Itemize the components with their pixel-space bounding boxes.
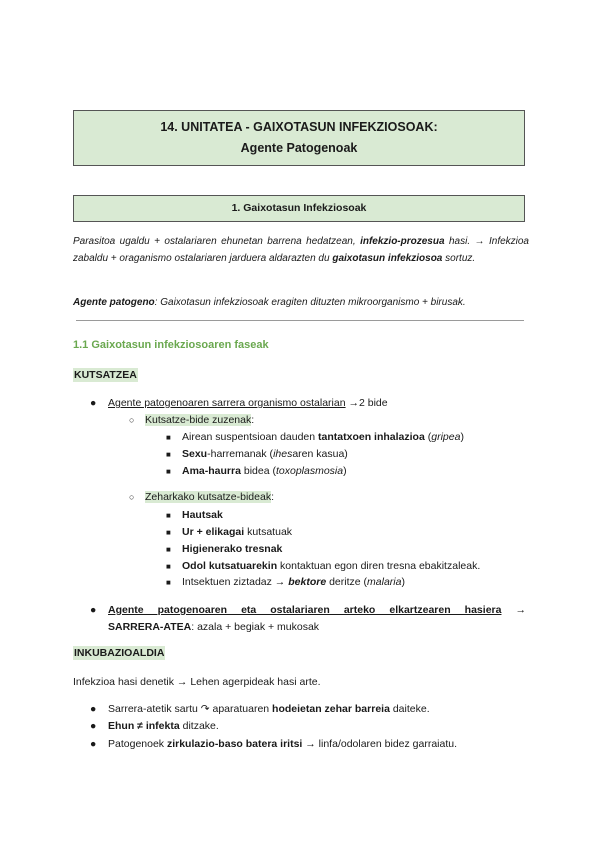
definition-paragraph [73,294,529,311]
intro-text: hasi. → Infekzioa zabaldu + oraganismo ostalariaren jarduera aldarazten du [73,236,529,264]
list-item [90,701,430,717]
list-item [90,736,458,752]
list-term: Hautsak [182,509,223,521]
list-text: ditzake. [179,720,219,732]
inkubazio-intro: Infekzioa hasi denetik → Lehen agerpideak hasi arte. [73,676,321,688]
intro-paragraph [73,233,529,267]
list-text: : [271,491,274,503]
list-item [166,429,464,445]
list-term: tantatxoen inhalazioa [318,431,425,443]
list-term: Sexu [182,448,208,460]
list-item [166,524,293,540]
list-text: aren kasua) [292,448,348,460]
list-example: ihes [273,448,293,460]
list-term: Ehun ≠ infekta [108,720,180,732]
section-title: 1. Gaixotasun Infekziosoak [231,202,367,214]
square-bullet-icon: ■ [166,562,171,571]
subsection-heading: 1.1 Gaixotasun infekziosoaren faseak [73,339,269,351]
list-term: Higienerako tresnak [182,543,283,555]
list-text: →2 bide [345,397,388,409]
list-text: -harremanak ( [207,448,274,460]
list-term: Agente patogenoaren eta ostalariaren arteko elkartzearen hasiera [108,604,502,616]
list-term: SARRERA-ATEA [108,621,192,633]
list-text: Intsektuen ziztadaz → [182,576,289,588]
square-bullet-icon: ■ [166,578,171,587]
list-text: ( [424,431,432,443]
list-item [166,541,283,557]
list-item [90,395,388,411]
list-text: deritze ( [326,576,368,588]
square-bullet-icon: ■ [166,511,171,520]
list-text: Agente patogenoaren sarrera organismo ostalarian [108,397,346,409]
list-item-continuation [108,619,319,635]
list-item [129,412,255,428]
list-item [166,463,347,479]
definition-text: : Gaixotasun infekziosoak eragiten dituzten mikroorganismo + birusak. [154,297,466,308]
list-term: Ur + elikagai [182,526,245,538]
list-term: hodeietan zehar barreia [272,703,390,715]
intro-term: infekzio-prozesua [360,236,445,247]
list-example: malaria [367,576,402,588]
list-text: ) [401,576,405,588]
highlighted-label: INKUBAZIOALDIA [74,647,165,659]
kutsatzea-label [73,369,138,381]
divider [76,320,524,321]
circle-bullet-icon: ○ [129,415,135,425]
list-item [166,507,223,523]
square-bullet-icon: ■ [166,433,171,442]
list-term: Ama-haurra [182,465,241,477]
list-item [90,602,526,618]
bullet-icon: ● [90,703,97,715]
unit-subtitle: Agente Patogenoak [240,141,358,155]
list-text: : [251,414,255,426]
list-text: → [501,604,526,616]
unit-title-box [73,110,525,166]
bullet-icon: ● [90,604,97,616]
list-item [166,446,348,462]
intro-text: sortuz. [442,253,476,264]
section-title-box [73,195,525,222]
definition-term: Agente patogeno [73,297,155,308]
list-item [129,489,274,505]
list-term: Odol kutsatuarekin [182,560,278,572]
bullet-icon: ● [90,720,97,732]
list-text: Kutsatze-bide zuzenak [145,414,252,426]
list-text: Sarrera-atetik sartu ↷ aparatuaren [108,703,273,715]
square-bullet-icon: ■ [166,450,171,459]
unit-title: 14. UNITATEA - GAIXOTASUN INFEKZIOSOAK: [160,120,438,134]
list-term: bektore [288,576,327,588]
inkubazio-label [73,647,165,659]
bullet-icon: ● [90,738,97,750]
list-text: kutsatuak [244,526,293,538]
list-text: bidea ( [240,465,276,477]
list-item [166,574,405,590]
list-example: toxoplasmosia [275,465,344,477]
list-text: daiteke. [389,703,430,715]
list-example: gripea [431,431,461,443]
list-text: Patogenoek [108,738,167,750]
list-item [90,718,219,734]
list-text: ) [460,431,464,443]
circle-bullet-icon: ○ [129,492,135,502]
list-text: : azala + begiak + mukosak [191,621,320,633]
intro-text: Parasitoa ugaldu + ostalariaren ehunetan barrena hedatzean, [73,236,361,247]
square-bullet-icon: ■ [166,528,171,537]
square-bullet-icon: ■ [166,545,171,554]
list-text: Zeharkako kutsatze-bideak [145,491,272,503]
list-text: kontaktuan egon diren tresna ebakitzaleak. [277,560,481,572]
list-text: → linfa/odolaren bidez garraiatu. [302,738,458,750]
square-bullet-icon: ■ [166,467,171,476]
list-term: zirkulazio-baso batera iritsi [166,738,303,750]
list-text: ) [343,465,347,477]
list-item [166,558,481,574]
bullet-icon: ● [90,397,97,409]
intro-term: gaixotasun infekziosoa [332,253,443,264]
highlighted-label: KUTSATZEA [74,369,137,381]
list-text: Airean suspentsioan dauden [182,431,319,443]
